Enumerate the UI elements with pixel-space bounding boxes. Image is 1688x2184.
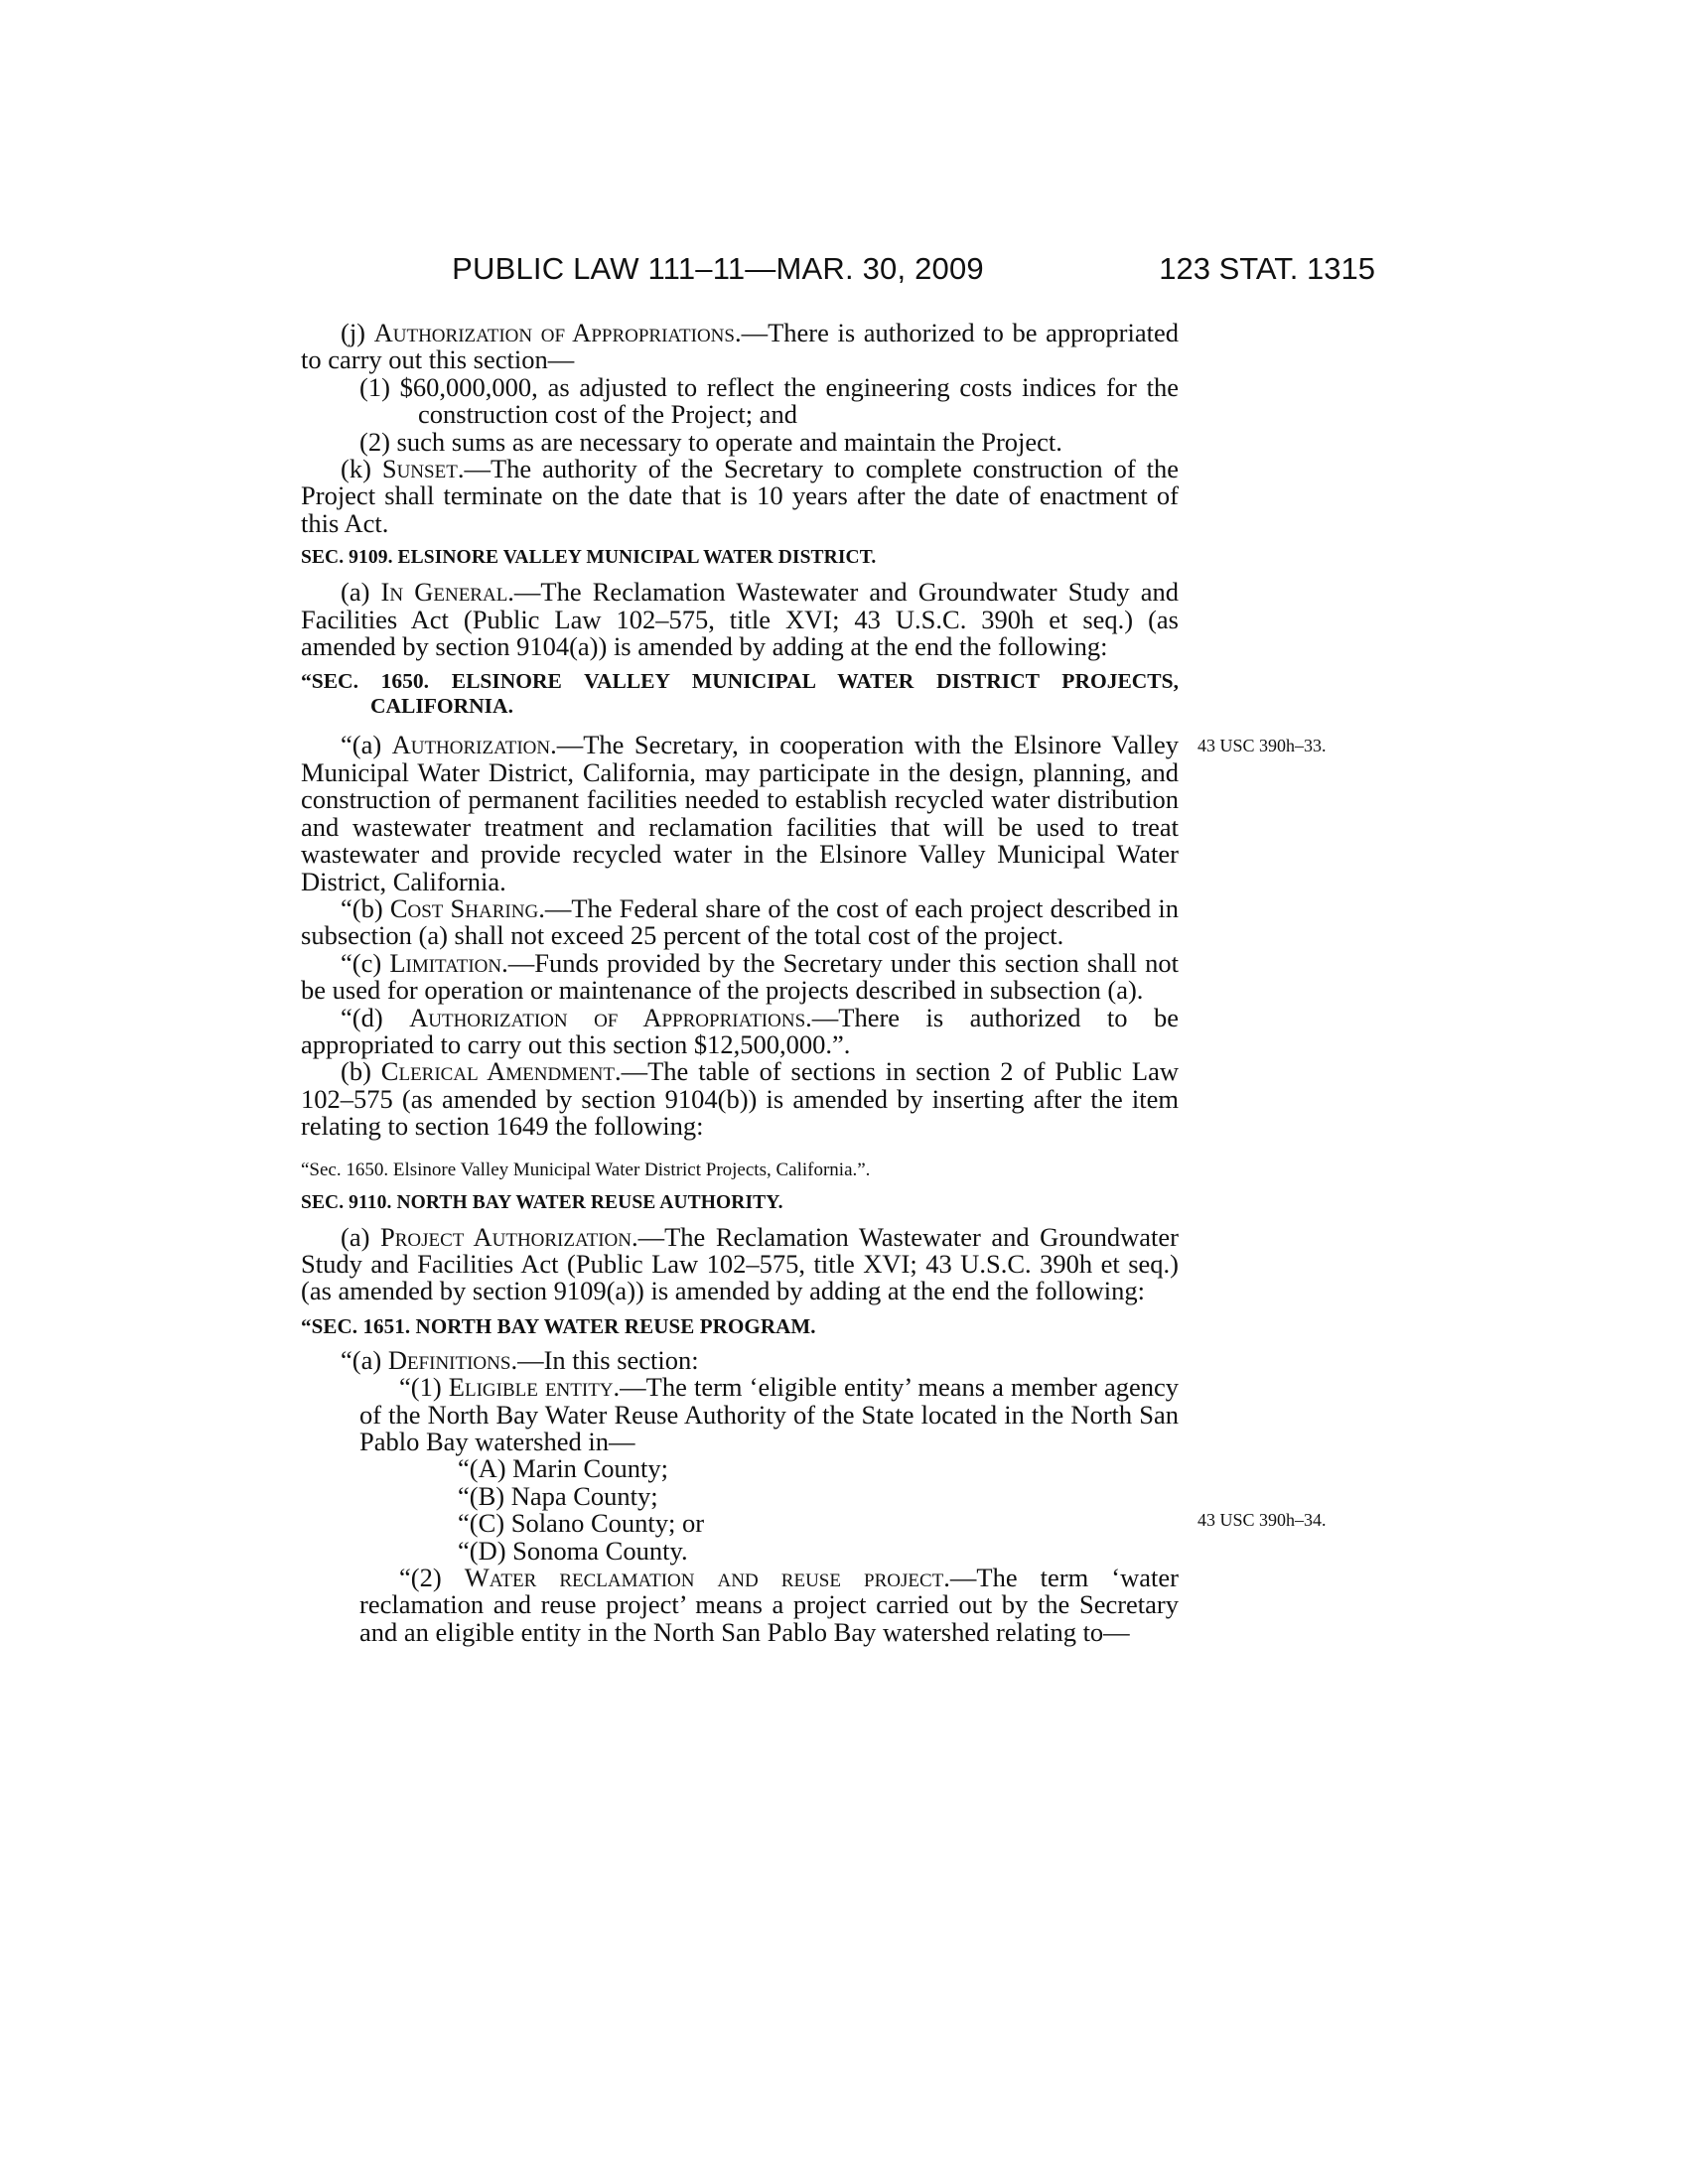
body-text	[301, 320, 1179, 1646]
table-of-sections-item-1650: “Sec. 1650. Elsinore Valley Municipal Water District Projects, California.”.	[301, 1159, 871, 1180]
margin-note-usc-390h-34: 43 USC 390h–34.	[1197, 1510, 1327, 1530]
margin-note-usc-390h-33: 43 USC 390h–33.	[1197, 736, 1327, 755]
paragraph-1651-a-1: “(1) Eligible entity.—The term ‘eligible entity’ means a member agency of the North Bay Water Reuse Authority of the State located in the North San Pablo Bay watershed in—	[359, 1372, 1179, 1456]
running-head: PUBLIC LAW 111–11—MAR. 30, 2009	[452, 251, 984, 286]
section-heading-1651: “SEC. 1651. NORTH BAY WATER REUSE PROGRAM.	[301, 1313, 816, 1338]
list-item-napa: “(B) Napa County;	[458, 1480, 658, 1511]
section-heading-9109: SEC. 9109. ELSINORE VALLEY MUNICIPAL WATER DISTRICT.	[301, 547, 877, 569]
list-item-sonoma: “(D) Sonoma County.	[458, 1535, 688, 1566]
list-item-marin: “(A) Marin County;	[458, 1453, 668, 1484]
section-heading-1650: “SEC. 1650. ELSINORE VALLEY MUNICIPAL WATER DISTRICT PROJECTS, CALIFORNIA.	[301, 669, 1179, 719]
paragraph-1650-b: “(b) Cost Sharing.—The Federal share of the cost of each project described in subsection (a) shall not exceed 25 percent of the total cost of the project.	[301, 892, 1179, 951]
list-item-solano: “(C) Solano County; or	[458, 1508, 705, 1539]
paragraph-j-1: (1) $60,000,000, as adjusted to reflect the engineering costs indices for the construction cost of the Project; and	[359, 371, 1179, 430]
stat-page-number: 123 STAT. 1315	[1159, 251, 1375, 286]
paragraph-j: (j) Authorization of Appropriations.—There is authorized to be appropriated to carry out this section—	[301, 318, 1179, 375]
paragraph-1651-a: “(a) Definitions.—In this section:	[341, 1344, 699, 1375]
paragraph-k: (k) Sunset.—The authority of the Secretary to complete construction of the Project shall terminate on the date that is 10 years after the date of enactment of this Act.	[301, 454, 1179, 538]
paragraph-j-2: (2) such sums as are necessary to operate and maintain the Project.	[359, 426, 1062, 457]
paragraph-1650-d: “(d) Authorization of Appropriations.—There is authorized to be appropriated to carry out this section $12,500,000.”.	[301, 1002, 1180, 1059]
paragraph-1650-a: “(a) Authorization.—The Secretary, in cooperation with the Elsinore Valley Municipal Water District, California, may participate in the design, planning, and construction of permanent facilities needed to establish recycled water distribution and wastewater treatment and reclamation facilities that will be used to treat wastewater and provide recycled water in the Elsinore Valley Municipal Water District, California.	[301, 730, 1179, 896]
section-heading-9110: SEC. 9110. NORTH BAY WATER REUSE AUTHORITY.	[301, 1191, 783, 1213]
paragraph-1650-c: “(c) Limitation.—Funds provided by the Secretary under this section shall not be used for operation or maintenance of the projects described in subsection (a).	[301, 947, 1179, 1006]
paragraph-9109-a: (a) In General.—The Reclamation Wastewater and Groundwater Study and Facilities Act (Public Law 102–575, title XVI; 43 U.S.C. 390h et seq.) (as amended by section 9104(a)) is amended by adding at the end the following:	[301, 577, 1179, 662]
paragraph-9110-a: (a) Project Authorization.—The Reclamation Wastewater and Groundwater Study and Facilities Act (Public Law 102–575, title XVI; 43 U.S.C. 390h et seq.) (as amended by section 9109(a)) is amended by adding at the end the following:	[301, 1221, 1179, 1306]
paragraph-1651-a-2: “(2) Water reclamation and reuse project.—The term ‘water reclamation and reuse project’ means a project carried out by the Secretary and an eligible entity in the North San Pablo Bay watershed relating to—	[359, 1563, 1179, 1647]
paragraph-9109-b: (b) Clerical Amendment.—The table of sections in section 2 of Public Law 102–575 (as amended by section 9104(b)) is amended by inserting after the item relating to section 1649 the following:	[301, 1056, 1179, 1142]
